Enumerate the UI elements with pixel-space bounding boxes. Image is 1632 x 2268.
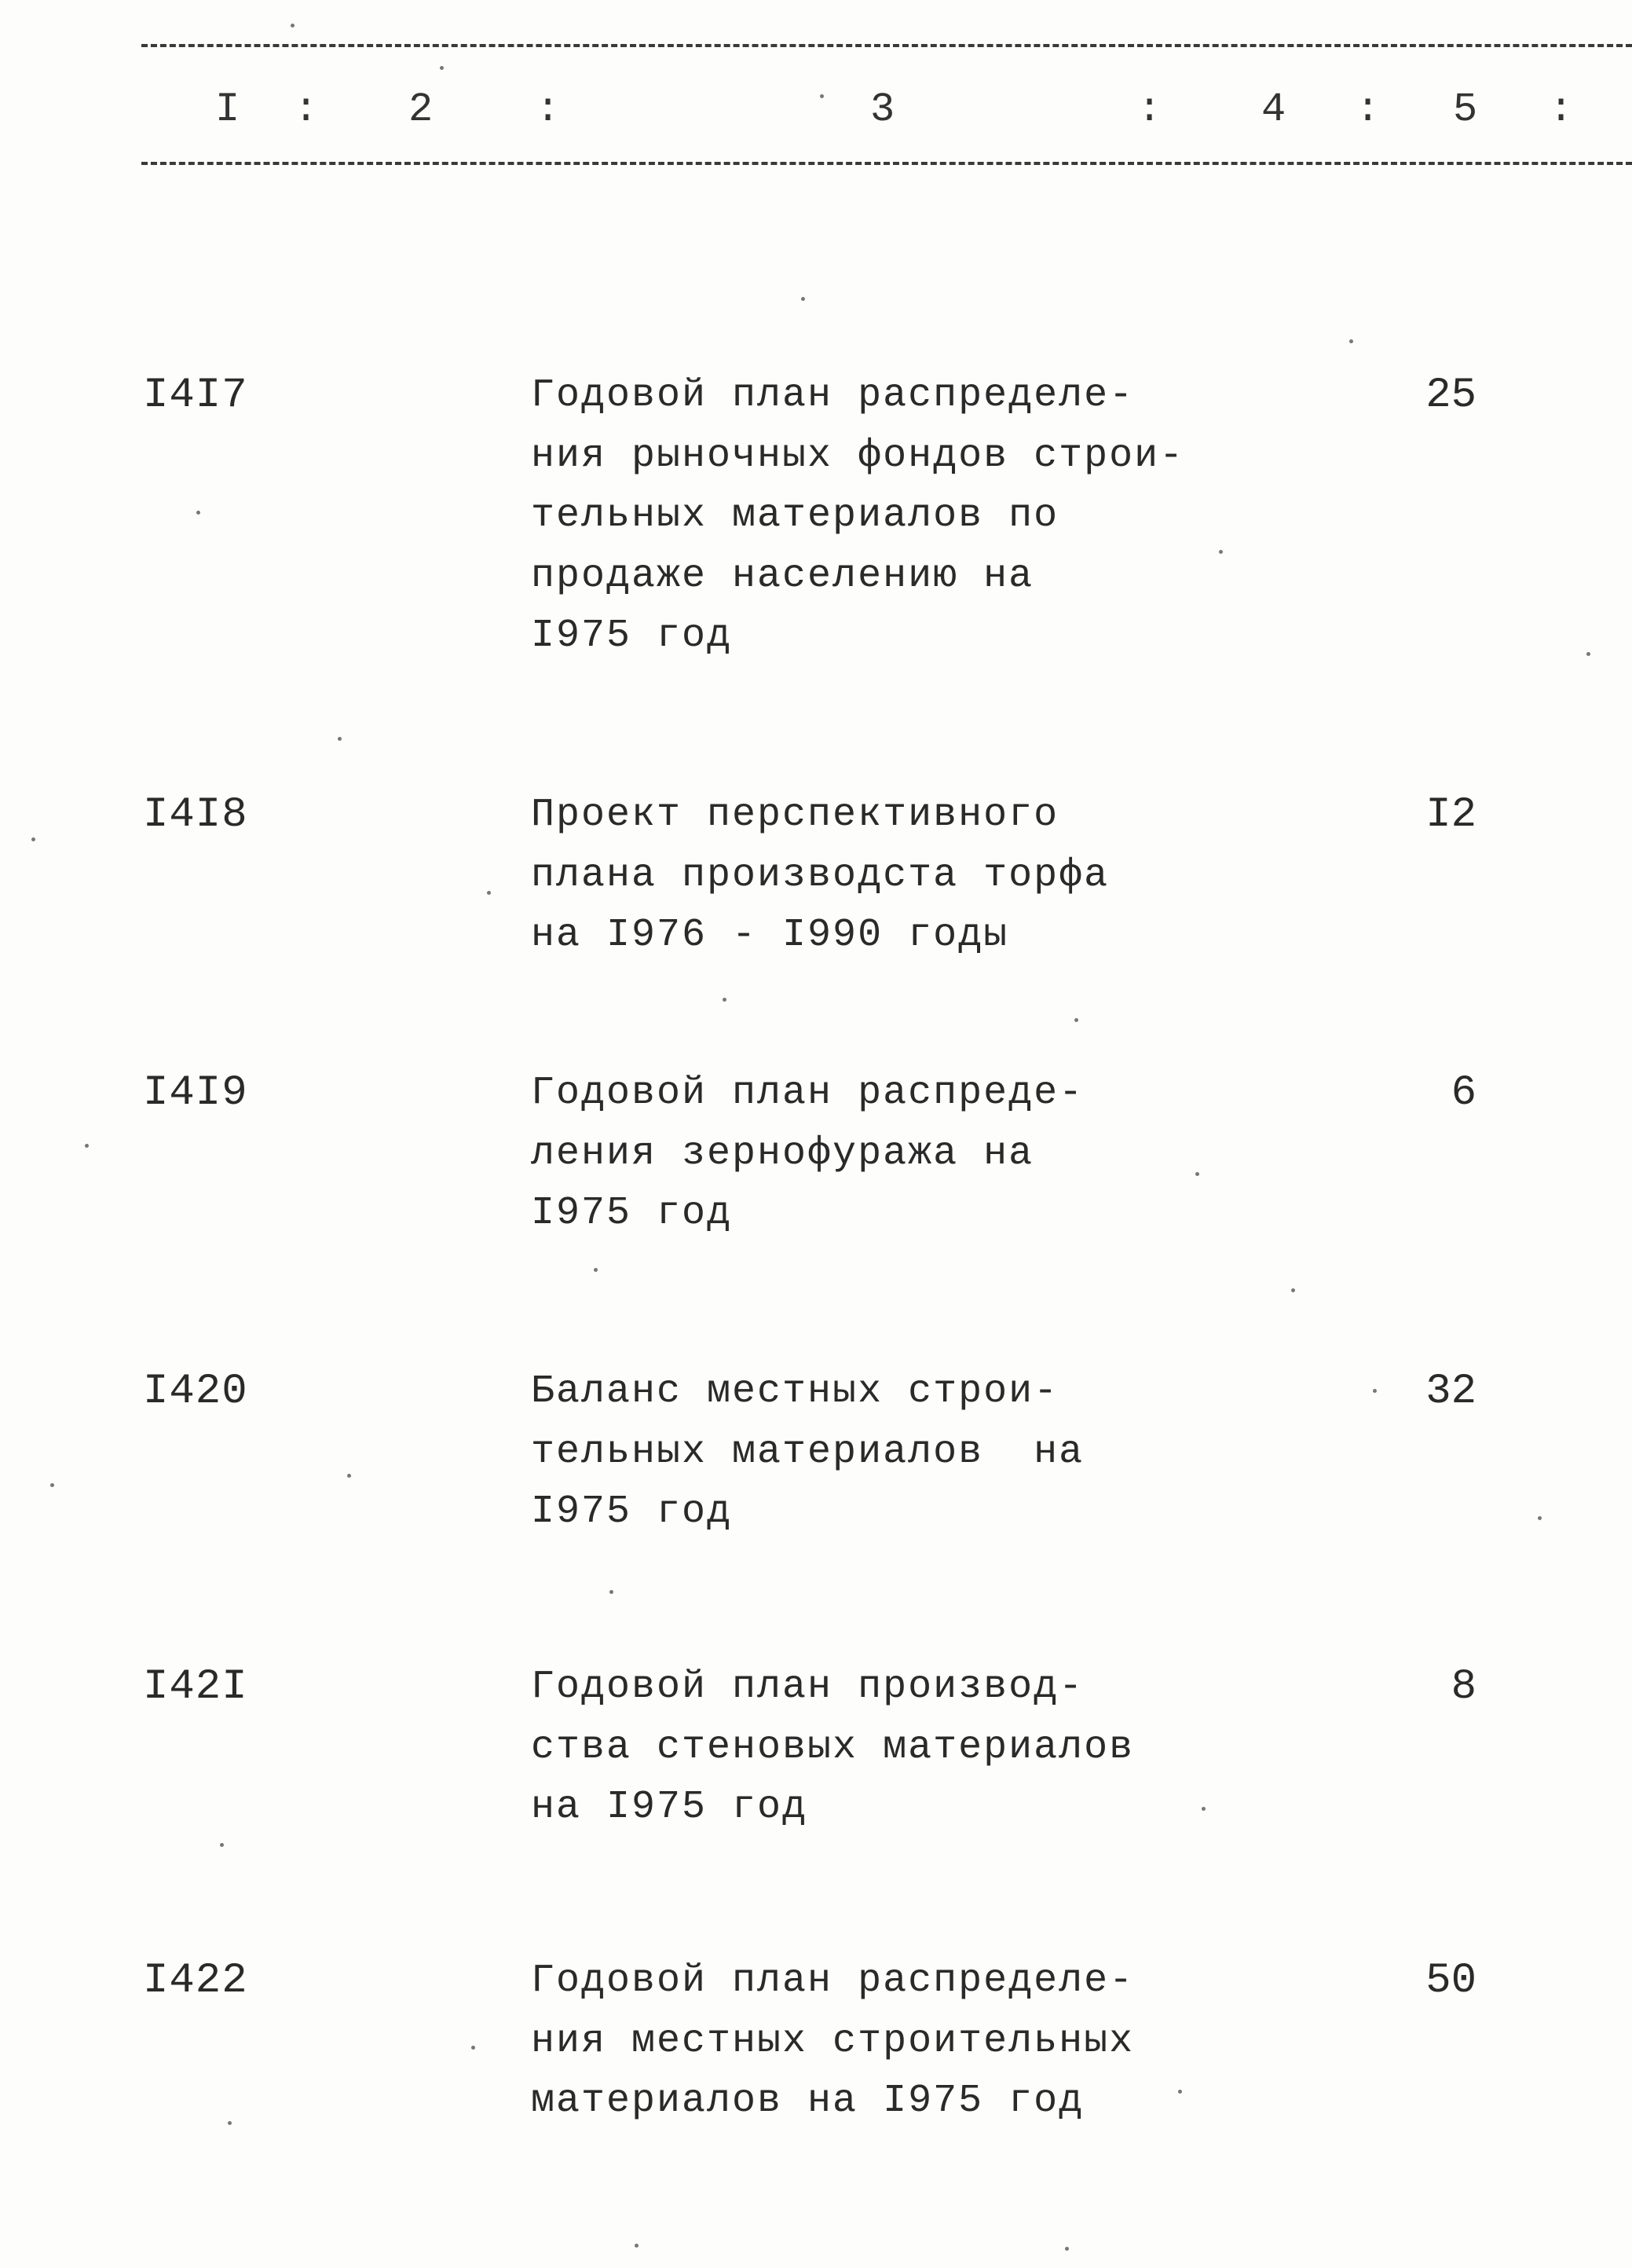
column-header-2: 2 xyxy=(408,86,434,133)
row-title-line: материалов на I975 год xyxy=(531,2079,1085,2123)
row-title xyxy=(531,786,1238,966)
column-separator: : xyxy=(1137,86,1162,133)
row-title-line: плана производста торфа xyxy=(531,852,1110,898)
row-title xyxy=(531,1658,1238,1838)
column-separator: : xyxy=(294,86,319,133)
row-title-line: Годовой план производ- xyxy=(531,1665,1085,1709)
row-title-line: Проект перспективного xyxy=(531,793,1059,837)
row-number: I4I8 xyxy=(143,791,248,839)
row-number: I4I7 xyxy=(143,372,248,420)
row-title xyxy=(531,1064,1238,1244)
column-header-1: I xyxy=(215,86,240,133)
row-title-line: Годовой план распреде- xyxy=(531,1071,1085,1116)
row-count: 8 xyxy=(1451,1663,1476,1711)
row-number: I420 xyxy=(143,1368,248,1416)
row-count: 50 xyxy=(1425,1957,1476,2005)
column-header-5: 5 xyxy=(1453,86,1478,133)
row-number: I42I xyxy=(143,1663,248,1711)
row-title xyxy=(531,1951,1238,2132)
header-top-rule xyxy=(141,44,1632,47)
row-title-line: I975 год xyxy=(531,614,733,658)
row-title-line: ния рыночных фондов строи- xyxy=(531,433,1185,478)
row-title-line: ства стеновых материалов xyxy=(531,1724,1135,1770)
row-count: I2 xyxy=(1425,791,1476,839)
column-separator: : xyxy=(1356,86,1381,133)
row-title-line: продаже населению на xyxy=(531,553,1034,599)
row-title xyxy=(531,366,1238,667)
header-bottom-rule xyxy=(141,162,1632,165)
row-count: 32 xyxy=(1425,1368,1476,1416)
row-title-line: I975 год xyxy=(531,1489,733,1534)
row-count: 6 xyxy=(1451,1069,1476,1117)
row-title-line: тельных материалов на xyxy=(531,1429,1085,1475)
row-title xyxy=(531,1362,1238,1543)
row-title-line: Баланс местных строи- xyxy=(531,1369,1059,1414)
row-number: I4I9 xyxy=(143,1069,248,1117)
row-title-line: тельных материалов по xyxy=(531,493,1059,538)
column-separator: : xyxy=(1549,86,1574,133)
row-title-line: Годовой план распределе- xyxy=(531,1958,1135,2003)
row-count: 25 xyxy=(1425,372,1476,420)
row-title-line: ления зернофуража на xyxy=(531,1130,1034,1176)
row-title-line: на I975 год xyxy=(531,1785,808,1830)
row-title-line: Годовой план распределе- xyxy=(531,373,1135,418)
column-header-4: 4 xyxy=(1261,86,1286,133)
row-title-line: на I976 - I990 годы xyxy=(531,913,1009,958)
row-title-line: ния местных строительных xyxy=(531,2018,1135,2064)
column-header-3: 3 xyxy=(870,86,895,133)
row-number: I422 xyxy=(143,1957,248,2005)
row-title-line: I975 год xyxy=(531,1191,733,1236)
column-separator: : xyxy=(536,86,561,133)
